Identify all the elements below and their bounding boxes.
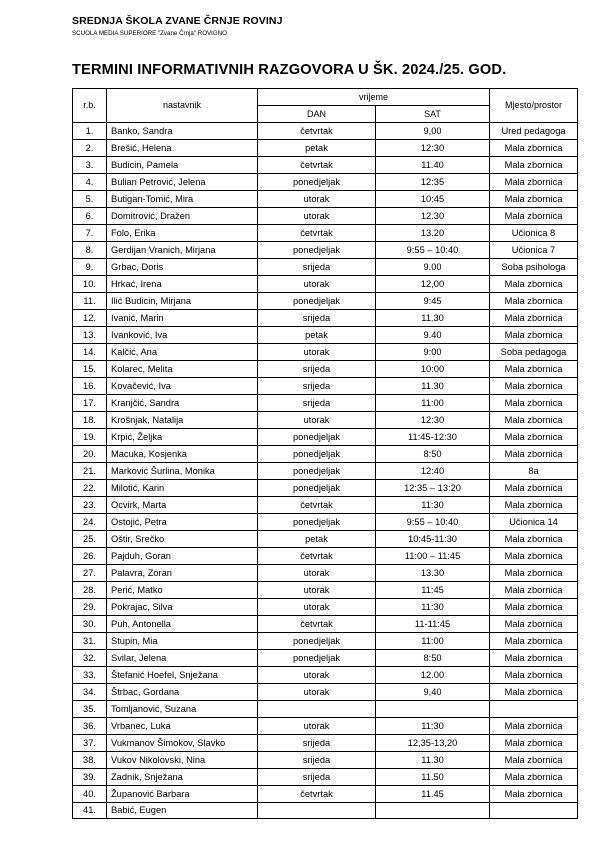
table-row <box>73 718 578 735</box>
table-row <box>73 599 578 616</box>
teacher-name: Krošnjak, Natalija <box>107 412 258 429</box>
teacher-name: Hrkać, Irena <box>107 276 258 293</box>
meeting-place: Mala zbornica <box>490 174 578 191</box>
table-row <box>73 803 578 819</box>
meeting-place: Mala zbornica <box>490 769 578 786</box>
teacher-name: Ivanković, Iva <box>107 327 258 344</box>
teacher-name: Budicin, Pamela <box>107 157 258 174</box>
meeting-day: ponedjeljak <box>258 446 376 463</box>
header-time: vrijeme <box>258 89 490 106</box>
table-row <box>73 667 578 684</box>
row-number: 33. <box>73 667 107 684</box>
row-number: 4. <box>73 174 107 191</box>
table-row <box>73 225 578 242</box>
header-teacher: nastavnik <box>107 89 258 123</box>
meeting-place: Mala zbornica <box>490 429 578 446</box>
teacher-name: Palavra, Zoran <box>107 565 258 582</box>
row-number: 17. <box>73 395 107 412</box>
table-row <box>73 310 578 327</box>
table-row <box>73 395 578 412</box>
meeting-time: 10:00 <box>376 361 490 378</box>
header-place: Mjesto/prostor <box>490 89 578 123</box>
table-row <box>73 565 578 582</box>
meeting-place: Mala zbornica <box>490 208 578 225</box>
document-title: TERMINI INFORMATIVNIH RAZGOVORA U ŠK. 2024./25. GOD. <box>72 62 507 78</box>
meeting-place: Soba psihologa <box>490 259 578 276</box>
meeting-time: 11:30 <box>376 497 490 514</box>
row-number: 32. <box>73 650 107 667</box>
meeting-time: 12,00 <box>376 276 490 293</box>
row-number: 23. <box>73 497 107 514</box>
table-row <box>73 361 578 378</box>
meeting-day <box>258 803 376 819</box>
teacher-name: Folo, Erika <box>107 225 258 242</box>
meeting-day: četvrtak <box>258 497 376 514</box>
meeting-day: ponedjeljak <box>258 650 376 667</box>
meeting-time: 12:35 <box>376 174 490 191</box>
teacher-name: Marković Šurlina, Monika <box>107 463 258 480</box>
row-number: 5. <box>73 191 107 208</box>
row-number: 37. <box>73 735 107 752</box>
meeting-day: utorak <box>258 276 376 293</box>
table-row <box>73 531 578 548</box>
teacher-name: Štefanić Hoefel, Snježana <box>107 667 258 684</box>
row-number: 31. <box>73 633 107 650</box>
meeting-time: 10:45 <box>376 191 490 208</box>
meeting-time: 11.30 <box>376 378 490 395</box>
meeting-time: 11:45-12:30 <box>376 429 490 446</box>
row-number: 2. <box>73 140 107 157</box>
table-row <box>73 378 578 395</box>
meeting-day: ponedjeljak <box>258 514 376 531</box>
meeting-day: petak <box>258 327 376 344</box>
row-number: 27. <box>73 565 107 582</box>
table-row <box>73 344 578 361</box>
row-number: 15. <box>73 361 107 378</box>
meeting-place: Mala zbornica <box>490 616 578 633</box>
table-row <box>73 174 578 191</box>
meeting-day: srijeda <box>258 310 376 327</box>
row-number: 20. <box>73 446 107 463</box>
meeting-day: utorak <box>258 344 376 361</box>
school-header <box>72 15 283 38</box>
meeting-place: Mala zbornica <box>490 327 578 344</box>
meeting-time: 11:45 <box>376 582 490 599</box>
meeting-time: 13.30 <box>376 565 490 582</box>
meeting-place: Mala zbornica <box>490 157 578 174</box>
row-number: 41. <box>73 803 107 819</box>
table-row <box>73 684 578 701</box>
teacher-name: Stupin, Mia <box>107 633 258 650</box>
teacher-name: Županović Barbara <box>107 786 258 803</box>
meeting-place: Mala zbornica <box>490 497 578 514</box>
meeting-day: četvrtak <box>258 616 376 633</box>
meeting-place: Mala zbornica <box>490 599 578 616</box>
meeting-place: Mala zbornica <box>490 412 578 429</box>
meeting-place <box>490 701 578 718</box>
meeting-day: ponedjeljak <box>258 429 376 446</box>
row-number: 12. <box>73 310 107 327</box>
meeting-place: Soba pedagoga <box>490 344 578 361</box>
table-row <box>73 752 578 769</box>
row-number: 10. <box>73 276 107 293</box>
meeting-day: utorak <box>258 582 376 599</box>
teacher-name: Perić, Matko <box>107 582 258 599</box>
row-number: 16. <box>73 378 107 395</box>
row-number: 21. <box>73 463 107 480</box>
meeting-place: Mala zbornica <box>490 276 578 293</box>
header-day: DAN <box>258 106 376 123</box>
teacher-name: Vukmanov Šimokov, Slavko <box>107 735 258 752</box>
meeting-day: četvrtak <box>258 157 376 174</box>
meeting-place: Mala zbornica <box>490 650 578 667</box>
table-row <box>73 786 578 803</box>
row-number: 39. <box>73 769 107 786</box>
teacher-name: Macuka, Kosjenka <box>107 446 258 463</box>
meeting-place: Mala zbornica <box>490 395 578 412</box>
meeting-place: Mala zbornica <box>490 446 578 463</box>
row-number: 19. <box>73 429 107 446</box>
table-row <box>73 769 578 786</box>
teacher-name: Butigan-Tomić, Mira <box>107 191 258 208</box>
meeting-day: utorak <box>258 412 376 429</box>
meeting-day: četvrtak <box>258 225 376 242</box>
meeting-time: 12:40 <box>376 463 490 480</box>
meeting-time: 11.30 <box>376 310 490 327</box>
meeting-time: 11.40 <box>376 157 490 174</box>
meeting-day: srijeda <box>258 378 376 395</box>
meeting-time: 9,40 <box>376 684 490 701</box>
row-number: 18. <box>73 412 107 429</box>
teacher-name: Puh, Antonella <box>107 616 258 633</box>
meeting-day: utorak <box>258 667 376 684</box>
meeting-place: Mala zbornica <box>490 718 578 735</box>
meeting-time: 12.00 <box>376 667 490 684</box>
meeting-place: Mala zbornica <box>490 191 578 208</box>
row-number: 14. <box>73 344 107 361</box>
teacher-name: Pajduh, Goran <box>107 548 258 565</box>
meeting-place <box>490 803 578 819</box>
meeting-day: ponedjeljak <box>258 174 376 191</box>
teacher-name: Kranjčić, Sandra <box>107 395 258 412</box>
teacher-name: Bulian Petrović, Jelena <box>107 174 258 191</box>
row-number: 40. <box>73 786 107 803</box>
table-row <box>73 480 578 497</box>
meeting-place: Mala zbornica <box>490 140 578 157</box>
meeting-time: 12.30 <box>376 208 490 225</box>
meeting-time: 9:45 <box>376 293 490 310</box>
teacher-name: Kalčić, Ana <box>107 344 258 361</box>
meeting-time: 13.20 <box>376 225 490 242</box>
meeting-time: 9:00 <box>376 344 490 361</box>
meeting-day: ponedjeljak <box>258 242 376 259</box>
row-number: 34. <box>73 684 107 701</box>
table-row <box>73 650 578 667</box>
teacher-name: Krpić, Željka <box>107 429 258 446</box>
meeting-time: 11:00 <box>376 395 490 412</box>
teacher-name: Ivanić, Marin <box>107 310 258 327</box>
teacher-name: Milotić, Karin <box>107 480 258 497</box>
meeting-day: utorak <box>258 191 376 208</box>
meeting-day: ponedjeljak <box>258 633 376 650</box>
teacher-name: Ocvirk, Marta <box>107 497 258 514</box>
meeting-day: ponedjeljak <box>258 463 376 480</box>
row-number: 1. <box>73 123 107 140</box>
row-number: 36. <box>73 718 107 735</box>
teacher-name: Tomljanović, Suzana <box>107 701 258 718</box>
row-number: 29. <box>73 599 107 616</box>
meeting-time: 11.45 <box>376 786 490 803</box>
table-row <box>73 582 578 599</box>
table-row <box>73 633 578 650</box>
teacher-name: Ilić Budicin, Mirjana <box>107 293 258 310</box>
meeting-place: Učionica 14 <box>490 514 578 531</box>
table-row <box>73 616 578 633</box>
row-number: 22. <box>73 480 107 497</box>
meeting-time <box>376 701 490 718</box>
table-row <box>73 463 578 480</box>
meeting-time: 9.40 <box>376 327 490 344</box>
row-number: 13. <box>73 327 107 344</box>
meeting-place: Mala zbornica <box>490 531 578 548</box>
meeting-time: 11-11:45 <box>376 616 490 633</box>
meeting-day: utorak <box>258 565 376 582</box>
meeting-place: Mala zbornica <box>490 310 578 327</box>
table-row <box>73 208 578 225</box>
table-row <box>73 429 578 446</box>
meeting-time: 11.30 <box>376 752 490 769</box>
teacher-name: Ostojić, Petra <box>107 514 258 531</box>
meeting-day: utorak <box>258 718 376 735</box>
meeting-day: četvrtak <box>258 548 376 565</box>
table-row <box>73 701 578 718</box>
meeting-time: 11:30 <box>376 599 490 616</box>
row-number: 6. <box>73 208 107 225</box>
teacher-name: Brešić, Helena <box>107 140 258 157</box>
table-row <box>73 446 578 463</box>
meeting-place: Mala zbornica <box>490 565 578 582</box>
meeting-time: 12:30 <box>376 140 490 157</box>
meeting-place: Mala zbornica <box>490 480 578 497</box>
teacher-name: Vrbanec, Luka <box>107 718 258 735</box>
row-number: 7. <box>73 225 107 242</box>
table-row <box>73 242 578 259</box>
row-number: 25. <box>73 531 107 548</box>
meeting-time: 11.50 <box>376 769 490 786</box>
table-row <box>73 276 578 293</box>
row-number: 35. <box>73 701 107 718</box>
meeting-place: Mala zbornica <box>490 633 578 650</box>
schedule-table <box>72 88 578 819</box>
meeting-time <box>376 803 490 819</box>
meeting-day: srijeda <box>258 752 376 769</box>
meeting-place: Mala zbornica <box>490 667 578 684</box>
meeting-time: 9,00 <box>376 123 490 140</box>
meeting-day <box>258 701 376 718</box>
row-number: 28. <box>73 582 107 599</box>
row-number: 9. <box>73 259 107 276</box>
row-number: 8. <box>73 242 107 259</box>
teacher-name: Pokrajac, Silva <box>107 599 258 616</box>
table-row <box>73 293 578 310</box>
row-number: 30. <box>73 616 107 633</box>
table-row <box>73 259 578 276</box>
meeting-day: ponedjeljak <box>258 293 376 310</box>
teacher-name: Štrbac, Gordana <box>107 684 258 701</box>
teacher-name: Vukov Nikolovski, Nina <box>107 752 258 769</box>
meeting-place: Mala zbornica <box>490 548 578 565</box>
meeting-place: Mala zbornica <box>490 361 578 378</box>
meeting-place: Ured pedagoga <box>490 123 578 140</box>
meeting-place: Učionica 7 <box>490 242 578 259</box>
meeting-place: Mala zbornica <box>490 752 578 769</box>
table-row <box>73 548 578 565</box>
meeting-place: Mala zbornica <box>490 684 578 701</box>
meeting-time: 9.00 <box>376 259 490 276</box>
meeting-place: Mala zbornica <box>490 582 578 599</box>
meeting-time: 11:30 <box>376 718 490 735</box>
meeting-time: 10:45-11:30 <box>376 531 490 548</box>
school-name: SREDNJA ŠKOLA ZVANE ČRNJE ROVINJ <box>72 15 283 27</box>
meeting-day: utorak <box>258 599 376 616</box>
meeting-day: srijeda <box>258 769 376 786</box>
school-name-italian: SCUOLA MEDIA SUPERIORE "Zvane Črnja" ROVIGNO <box>72 30 227 37</box>
meeting-day: utorak <box>258 684 376 701</box>
table-row <box>73 191 578 208</box>
meeting-place: Mala zbornica <box>490 378 578 395</box>
teacher-name: Kolarec, Melita <box>107 361 258 378</box>
meeting-day: srijeda <box>258 361 376 378</box>
meeting-day: utorak <box>258 208 376 225</box>
meeting-place: Mala zbornica <box>490 786 578 803</box>
table-row <box>73 735 578 752</box>
meeting-time: 8:50 <box>376 446 490 463</box>
row-number: 3. <box>73 157 107 174</box>
meeting-time: 11:00 <box>376 633 490 650</box>
teacher-name: Gerdijan Vranich, Mirjana <box>107 242 258 259</box>
meeting-time: 12,35-13,20 <box>376 735 490 752</box>
table-row <box>73 514 578 531</box>
table-row <box>73 123 578 140</box>
table-row <box>73 140 578 157</box>
meeting-day: petak <box>258 140 376 157</box>
teacher-name: Kovačević, Iva <box>107 378 258 395</box>
teacher-name: Babić, Eugen <box>107 803 258 819</box>
meeting-day: petak <box>258 531 376 548</box>
meeting-day: četvrtak <box>258 123 376 140</box>
meeting-time: 11:00 – 11:45 <box>376 548 490 565</box>
meeting-day: srijeda <box>258 395 376 412</box>
teacher-name: Banko, Sandra <box>107 123 258 140</box>
header-hour: SAT <box>376 106 490 123</box>
teacher-name: Grbac, Doris <box>107 259 258 276</box>
table-row <box>73 157 578 174</box>
meeting-place: 8a <box>490 463 578 480</box>
teacher-name: Svilar, Jelena <box>107 650 258 667</box>
table-row <box>73 412 578 429</box>
row-number: 11. <box>73 293 107 310</box>
meeting-day: srijeda <box>258 259 376 276</box>
meeting-time: 9:55 – 10:40 <box>376 514 490 531</box>
teacher-name: Oštir, Srečko <box>107 531 258 548</box>
meeting-day: srijeda <box>258 735 376 752</box>
meeting-time: 8:50 <box>376 650 490 667</box>
header-rb: r.b. <box>73 89 107 123</box>
row-number: 24. <box>73 514 107 531</box>
teacher-name: Domitrović, Dražen <box>107 208 258 225</box>
meeting-day: ponedjeljak <box>258 480 376 497</box>
row-number: 26. <box>73 548 107 565</box>
meeting-place: Mala zbornica <box>490 293 578 310</box>
table-row <box>73 497 578 514</box>
teacher-name: Zadnik, Snježana <box>107 769 258 786</box>
schedule-rows <box>73 123 578 819</box>
meeting-day: četvrtak <box>258 786 376 803</box>
meeting-time: 12:35 – 13:20 <box>376 480 490 497</box>
meeting-place: Učionica 8 <box>490 225 578 242</box>
meeting-time: 9:55 – 10:40 <box>376 242 490 259</box>
row-number: 38. <box>73 752 107 769</box>
table-row <box>73 327 578 344</box>
meeting-time: 12:30 <box>376 412 490 429</box>
meeting-place: Mala zbornica <box>490 735 578 752</box>
